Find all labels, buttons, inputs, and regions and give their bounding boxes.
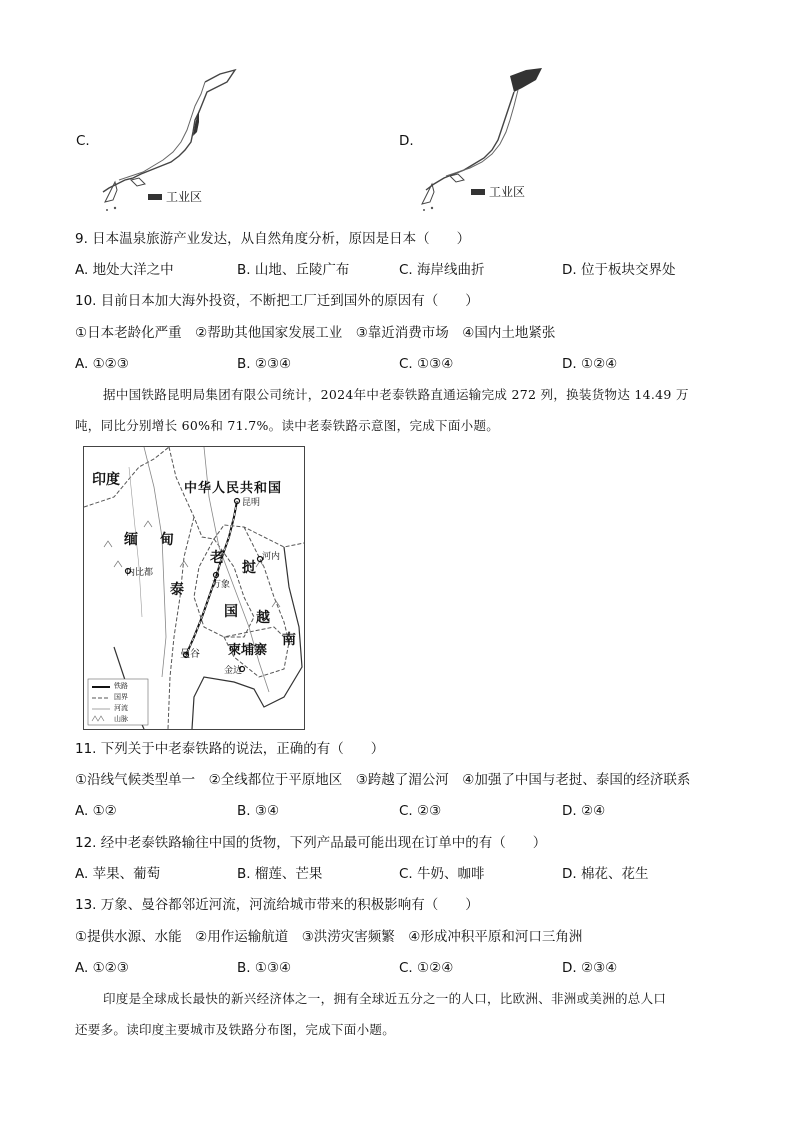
legend-swatch-c — [148, 194, 162, 200]
q9-stem: 9. 日本温泉旅游产业发达，从自然角度分析，原因是日本（ ） — [75, 231, 471, 247]
q9-option-b: B. 山地、丘陵广布 — [237, 262, 350, 278]
map-label-vietnam-2: 南 — [282, 632, 296, 648]
map-legend-border: 国界 — [114, 693, 128, 701]
q10-statements: ①日本老龄化严重 ②帮助其他国家发展工业 ③靠近消费市场 ④国内土地紧张 — [75, 325, 556, 341]
option-letter-d: D. — [399, 133, 414, 149]
q13-statements: ①提供水源、水能 ②用作运输航道 ③洪涝灾害频繁 ④形成冲积平原和河口三角洲 — [75, 929, 583, 945]
q11-option-d: D. ②④ — [562, 803, 606, 819]
map-label-vietnam-1: 越 — [256, 610, 270, 626]
passage1-line1: 据中国铁路昆明局集团有限公司统计，2024年中老泰铁路直通运输完成 272 列，换装货物达 14.49 万 — [103, 387, 689, 402]
q10-stem: 10. 目前日本加大海外投资，不断把工厂迁到国外的原因有（ ） — [75, 293, 479, 309]
map-label-laos-1: 老 — [210, 550, 224, 566]
map-label-bangkok: 曼谷 — [180, 649, 200, 660]
railway-map — [83, 446, 305, 730]
map-legend-river: 河流 — [114, 704, 128, 712]
legend-swatch-d — [471, 189, 485, 195]
passage2-line1: 印度是全球成长最快的新兴经济体之一，拥有全球近五分之一的人口，比欧洲、非洲或美洲的总人口 — [103, 991, 667, 1006]
map-label-phnompenh: 金边 — [224, 666, 243, 676]
q13-stem: 13. 万象、曼谷都邻近河流，河流给城市带来的积极影响有（ ） — [75, 897, 479, 913]
map-label-myanmar-1: 缅 — [124, 532, 138, 548]
legend-label-c: 工业区 — [166, 190, 203, 204]
option-letter-c: C. — [76, 133, 90, 149]
map-legend-mountain: 山脉 — [114, 715, 128, 723]
q10-option-b: B. ②③④ — [237, 356, 292, 372]
q11-statements: ①沿线气候类型单一 ②全线都位于平原地区 ③跨越了湄公河 ④加强了中国与老挝、泰国的经济联系 — [75, 772, 691, 788]
q11-stem: 11. 下列关于中老泰铁路的说法，正确的有（ ） — [75, 741, 385, 757]
map-label-vientiane: 万象 — [212, 580, 231, 590]
map-label-thailand-1: 泰 — [170, 582, 184, 598]
q12-option-c: C. 牛奶、咖啡 — [399, 866, 485, 882]
q11-option-b: B. ③④ — [237, 803, 280, 819]
q9-option-d: D. 位于板块交界处 — [562, 262, 676, 278]
q13-option-d: D. ②③④ — [562, 960, 618, 976]
map-label-myanmar-2: 甸 — [160, 532, 174, 548]
q11-option-c: C. ②③ — [399, 803, 442, 819]
q9-option-c: C. 海岸线曲折 — [399, 262, 485, 278]
q10-option-a: A. ①②③ — [75, 356, 129, 372]
q12-option-d: D. 棉花、花生 — [562, 866, 649, 882]
q13-option-c: C. ①②④ — [399, 960, 454, 976]
map-label-hanoi: 河内 — [262, 552, 281, 562]
map-label-india: 印度 — [92, 472, 120, 488]
map-label-cambodia: 柬埔寨 — [228, 643, 268, 658]
map-label-kunming: 昆明 — [242, 498, 261, 508]
q10-option-c: C. ①③④ — [399, 356, 454, 372]
map-label-china: 中华人民共和国 — [184, 481, 283, 496]
q13-option-a: A. ①②③ — [75, 960, 129, 976]
japan-map-d — [393, 62, 573, 212]
map-label-laos-2: 挝 — [242, 560, 256, 576]
q11-option-a: A. ①② — [75, 803, 117, 819]
q12-option-b: B. 榴莲、芒果 — [237, 866, 323, 882]
map-legend-railway: 铁路 — [114, 682, 128, 690]
q13-option-b: B. ①③④ — [237, 960, 292, 976]
q12-stem: 12. 经中老泰铁路输往中国的货物，下列产品最可能出现在订单中的有（ ） — [75, 835, 547, 851]
q9-option-a: A. 地处大洋之中 — [75, 262, 174, 278]
map-label-thailand-2: 国 — [224, 604, 238, 620]
japan-map-c — [70, 62, 250, 212]
legend-label-d: 工业区 — [489, 185, 526, 199]
q12-option-a: A. 苹果、葡萄 — [75, 866, 161, 882]
passage2-line2: 还要多。读印度主要城市及铁路分布图，完成下面小题。 — [75, 1022, 396, 1037]
passage1-line2: 吨，同比分别增长 60%和 71.7%。读中老泰铁路示意图，完成下面小题。 — [75, 418, 500, 433]
map-label-naypyidaw: 内比都 — [126, 568, 154, 578]
q10-option-d: D. ①②④ — [562, 356, 618, 372]
